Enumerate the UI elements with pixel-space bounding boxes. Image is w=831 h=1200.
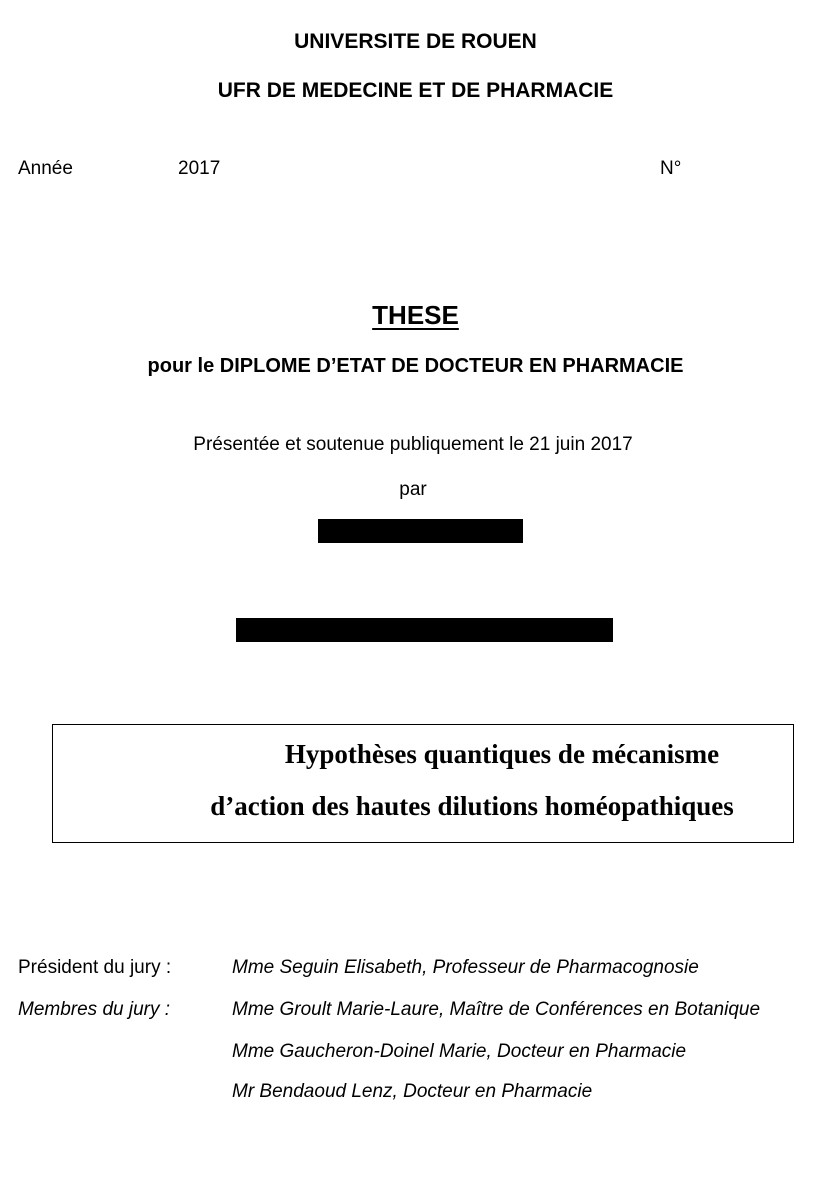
jury-members-label: Membres du jury :	[18, 999, 171, 1020]
redacted-author-name	[318, 519, 523, 543]
by-label: par	[399, 479, 427, 500]
diploma-line: pour le DIPLOME D’ETAT DE DOCTEUR EN PHARMACIE	[147, 355, 684, 377]
jury-member: Mme Gaucheron-Doinel Marie, Docteur en Pharmacie	[232, 1041, 687, 1062]
number-label: N°	[660, 158, 682, 179]
thesis-title-line-2: d’action des hautes dilutions homéopathiques	[210, 791, 734, 821]
jury-member: Mr Bendaoud Lenz, Docteur en Pharmacie	[232, 1081, 593, 1102]
thesis-title-line-1: Hypothèses quantiques de mécanisme	[284, 739, 720, 769]
university-name: UNIVERSITE DE ROUEN	[294, 30, 537, 53]
year-label: Année	[18, 158, 73, 179]
jury-president-label: Président du jury :	[18, 957, 172, 978]
redacted-author-details	[236, 618, 613, 642]
thesis-heading: THESE	[372, 300, 459, 330]
jury-president: Mme Seguin Elisabeth, Professeur de Pharmacognosie	[232, 957, 699, 978]
year-value: 2017	[178, 158, 221, 179]
thesis-title-box	[52, 724, 794, 843]
defense-date-line: Présentée et soutenue publiquement le 21 juin 2017	[193, 434, 633, 455]
jury-member: Mme Groult Marie-Laure, Maître de Conférences en Botanique	[232, 999, 761, 1020]
faculty-name: UFR DE MEDECINE ET DE PHARMACIE	[217, 79, 614, 102]
